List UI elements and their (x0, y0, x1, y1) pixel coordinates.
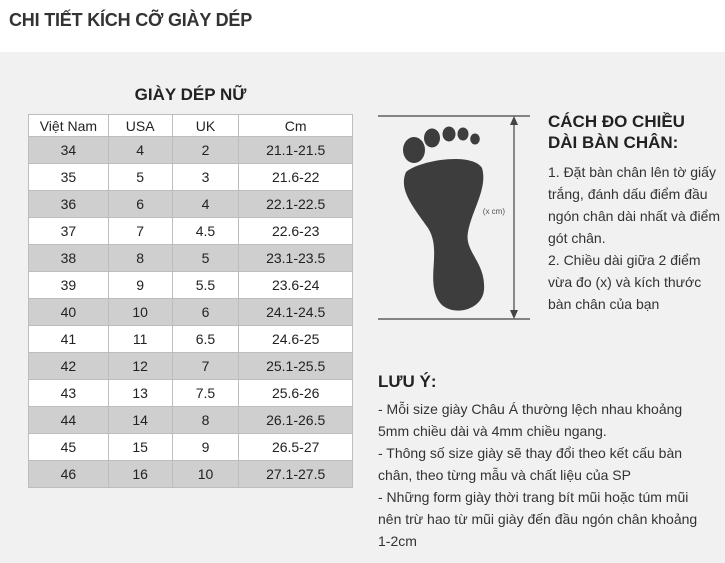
cell-cm: 24.1-24.5 (239, 299, 353, 326)
cell-vietnam: 39 (29, 272, 109, 299)
table-row (29, 326, 353, 353)
cell-vietnam: 41 (29, 326, 109, 353)
footprint-icon (403, 127, 484, 311)
cell-cm: 25.1-25.5 (239, 353, 353, 380)
cell-vietnam: 38 (29, 245, 109, 272)
cell-uk: 4.5 (172, 218, 239, 245)
cell-uk: 2 (172, 137, 239, 164)
cell-cm: 27.1-27.5 (239, 461, 353, 488)
cell-uk: 4 (172, 191, 239, 218)
cell-cm: 23.6-24 (239, 272, 353, 299)
measure-title: CÁCH ĐO CHIỀU DÀI BÀN CHÂN: (548, 112, 685, 152)
cell-uk: 8 (172, 407, 239, 434)
size-table-header-row (29, 115, 353, 137)
cell-usa: 16 (108, 461, 172, 488)
measure-label: (x cm) (482, 207, 505, 216)
size-table-title: GIÀY DÉP NỮ (134, 85, 247, 104)
cell-cm: 23.1-23.5 (239, 245, 353, 272)
table-row (29, 434, 353, 461)
cell-cm: 26.1-26.5 (239, 407, 353, 434)
cell-vietnam: 34 (29, 137, 109, 164)
cell-vietnam: 40 (29, 299, 109, 326)
page-title: CHI TIẾT KÍCH CỠ GIÀY DÉP (9, 10, 253, 30)
cell-cm: 24.6-25 (239, 326, 353, 353)
note-item: - Những form giày thời trang bít mũi hoặc túm mũi nên trừ hao từ mũi giày đến đầu ngón chân khoảng 1-2cm (378, 489, 698, 549)
cell-cm: 22.1-22.5 (239, 191, 353, 218)
cell-uk: 6.5 (172, 326, 239, 353)
cell-uk: 5.5 (172, 272, 239, 299)
cell-vietnam: 43 (29, 380, 109, 407)
cell-uk: 3 (172, 164, 239, 191)
notes-title: LƯU Ý: (378, 372, 437, 391)
cell-cm: 22.6-23 (239, 218, 353, 245)
cell-usa: 15 (108, 434, 172, 461)
cell-cm: 21.6-22 (239, 164, 353, 191)
table-row (29, 380, 353, 407)
note-item: - Mỗi size giày Châu Á thường lệch nhau khoảng 5mm chiều dài và 4mm chiều ngang. (378, 401, 683, 439)
measure-step: 2. Chiều dài giữa 2 điểm vừa đo (x) và kích thước bàn chân của bạn (548, 252, 702, 312)
cell-usa: 10 (108, 299, 172, 326)
table-row (29, 191, 353, 218)
table-row (29, 299, 353, 326)
cell-usa: 11 (108, 326, 172, 353)
cell-uk: 6 (172, 299, 239, 326)
column-header-uk: UK (172, 115, 239, 137)
column-header-vietnam: Việt Nam (29, 115, 109, 137)
cell-uk: 9 (172, 434, 239, 461)
foot-diagram (376, 112, 536, 324)
cell-usa: 7 (108, 218, 172, 245)
cell-cm: 21.1-21.5 (239, 137, 353, 164)
cell-usa: 6 (108, 191, 172, 218)
cell-uk: 7 (172, 353, 239, 380)
table-row (29, 164, 353, 191)
cell-cm: 26.5-27 (239, 434, 353, 461)
column-header-cm: Cm (239, 115, 353, 137)
cell-usa: 5 (108, 164, 172, 191)
table-row (29, 407, 353, 434)
table-row (29, 245, 353, 272)
measure-step: 1. Đặt bàn chân lên tờ giấy trắng, đánh dấu điểm đầu ngón chân dài nhất và điểm gót chân. (548, 164, 721, 246)
table-row (29, 353, 353, 380)
table-row (29, 272, 353, 299)
note-item: - Thông số size giày sẽ thay đổi theo kết cấu bàn chân, theo từng mẫu và chất liệu của SP (378, 445, 683, 483)
cell-vietnam: 46 (29, 461, 109, 488)
cell-uk: 10 (172, 461, 239, 488)
cell-usa: 14 (108, 407, 172, 434)
cell-usa: 9 (108, 272, 172, 299)
cell-usa: 12 (108, 353, 172, 380)
cell-vietnam: 44 (29, 407, 109, 434)
notes-list (378, 398, 708, 552)
cell-usa: 13 (108, 380, 172, 407)
cell-uk: 7.5 (172, 380, 239, 407)
cell-vietnam: 35 (29, 164, 109, 191)
cell-uk: 5 (172, 245, 239, 272)
column-header-usa: USA (108, 115, 172, 137)
cell-usa: 4 (108, 137, 172, 164)
table-row (29, 461, 353, 488)
cell-vietnam: 37 (29, 218, 109, 245)
cell-usa: 8 (108, 245, 172, 272)
table-row (29, 218, 353, 245)
size-table (28, 114, 353, 488)
cell-vietnam: 45 (29, 434, 109, 461)
table-row (29, 137, 353, 164)
measure-steps (548, 161, 720, 315)
cell-vietnam: 42 (29, 353, 109, 380)
cell-cm: 25.6-26 (239, 380, 353, 407)
cell-vietnam: 36 (29, 191, 109, 218)
